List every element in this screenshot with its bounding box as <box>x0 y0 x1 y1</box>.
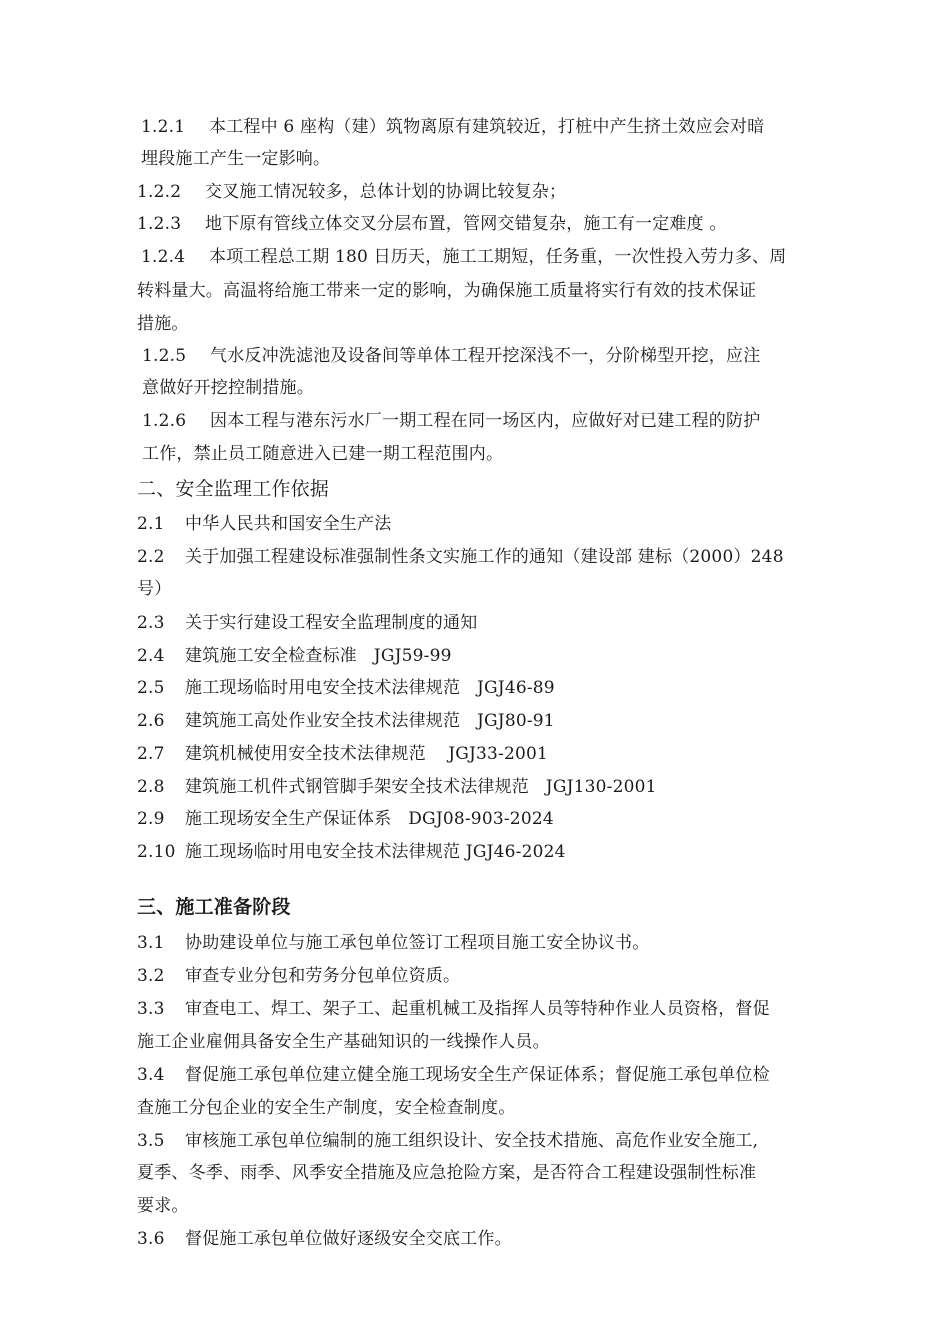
list-item-2-2-line-1: 2.2 关于加强工程建设标准强制性条文实施工作的通知（建设部 建标（2000）248 <box>137 547 784 567</box>
list-item-1-2-1-line-1: 1.2.1 本工程中 6 座构（建）筑物离原有建筑较近，打桩中产生挤土效应会对暗 <box>141 117 765 137</box>
list-item-2-1: 2.1 中华人民共和国安全生产法 <box>137 514 392 534</box>
item-number: 2.9 <box>137 809 165 829</box>
item-number: 2.6 <box>137 711 165 731</box>
item-number: 3.4 <box>137 1065 165 1085</box>
list-item-2-3: 2.3 关于实行建设工程安全监理制度的通知 <box>137 613 478 633</box>
item-number: 3.3 <box>137 999 165 1019</box>
list-item-1-2-6-line-1: 1.2.6 因本工程与港东污水厂一期工程在同一场区内，应做好对已建工程的防护 <box>142 411 761 431</box>
list-item-1-2-5-line-1: 1.2.5 气水反冲洗滤池及设备间等单体工程开挖深浅不一，分阶梯型开挖，应注 <box>142 346 761 366</box>
item-number: 2.2 <box>137 547 165 567</box>
item-number: 2.7 <box>137 744 165 764</box>
list-item-2-7: 2.7 建筑机械使用安全技术法律规范 JGJ33-2001 <box>137 744 549 764</box>
list-item-1-2-1-line-2: 埋段施工产生一定影响。 <box>141 149 331 169</box>
item-number: 1.2.6 <box>142 411 187 431</box>
item-number: 1.2.4 <box>141 247 186 267</box>
list-item-2-4: 2.4 建筑施工安全检查标准 JGJ59-99 <box>137 646 452 666</box>
section-2-heading: 二、安全监理工作依据 <box>137 478 330 500</box>
section-3-heading: 三、施工准备阶段 <box>137 896 291 918</box>
list-item-3-3-line-1: 3.3 审查电工、焊工、架子工、起重机械工及指挥人员等特种作业人员资格，督促 <box>137 999 770 1019</box>
item-number: 1.2.1 <box>141 117 186 137</box>
list-item-1-2-4-line-1: 1.2.4 本项工程总工期 180 日历天，施工工期短，任务重，一次性投入劳力多、周 <box>141 247 787 267</box>
item-number: 1.2.3 <box>137 214 182 234</box>
item-number: 3.1 <box>137 933 165 953</box>
list-item-3-6: 3.6 督促施工承包单位做好逐级安全交底工作。 <box>137 1229 512 1249</box>
list-item-1-2-3: 1.2.3 地下原有管线立体交叉分层布置，管网交错复杂，施工有一定难度 。 <box>137 214 727 234</box>
list-item-3-4-line-2: 查施工分包企业的安全生产制度，安全检查制度。 <box>137 1098 516 1118</box>
list-item-1-2-4-line-2: 转料量大。高温将给施工带来一定的影响，为确保施工质量将实行有效的技术保证 <box>137 281 757 301</box>
list-item-1-2-2: 1.2.2 交叉施工情况较多，总体计划的协调比较复杂； <box>137 182 567 202</box>
item-number: 2.4 <box>137 646 165 666</box>
item-number: 2.8 <box>137 777 165 797</box>
list-item-1-2-5-line-2: 意做好开挖控制措施。 <box>142 378 314 398</box>
item-number: 2.1 <box>137 514 165 534</box>
list-item-1-2-6-line-2: 工作，禁止员工随意进入已建一期工程范围内。 <box>142 444 504 464</box>
item-number: 1.2.2 <box>137 182 182 202</box>
list-item-3-1: 3.1 协助建设单位与施工承包单位签订工程项目施工安全协议书。 <box>137 933 650 953</box>
list-item-2-10: 2.10 施工现场临时用电安全技术法律规范 JGJ46-2024 <box>137 842 566 862</box>
item-number: 1.2.5 <box>142 346 187 366</box>
list-item-2-9: 2.9 施工现场安全生产保证体系 DGJ08-903-2024 <box>137 809 554 829</box>
list-item-2-2-line-2: 号） <box>137 579 172 599</box>
list-item-2-8: 2.8 建筑施工机件式钢管脚手架安全技术法律规范 JGJ130-2001 <box>137 777 657 797</box>
list-item-3-2: 3.2 审查专业分包和劳务分包单位资质。 <box>137 966 461 986</box>
list-item-3-5-line-2: 夏季、冬季、雨季、风季安全措施及应急抢险方案，是否符合工程建设强制性标准 <box>137 1163 757 1183</box>
list-item-3-3-line-2: 施工企业雇佣具备安全生产基础知识的一线操作人员。 <box>137 1032 550 1052</box>
item-number: 3.2 <box>137 966 165 986</box>
item-number: 2.10 <box>137 842 176 862</box>
list-item-2-5: 2.5 施工现场临时用电安全技术法律规范 JGJ46-89 <box>137 678 555 698</box>
item-number: 3.6 <box>137 1229 165 1249</box>
item-number: 2.3 <box>137 613 165 633</box>
item-number: 3.5 <box>137 1131 165 1151</box>
list-item-3-4-line-1: 3.4 督促施工承包单位建立健全施工现场安全生产保证体系；督促施工承包单位检 <box>137 1065 770 1085</box>
list-item-1-2-4-line-3: 措施。 <box>137 314 189 334</box>
item-number: 2.5 <box>137 678 165 698</box>
list-item-3-5-line-1: 3.5 审核施工承包单位编制的施工组织设计、安全技术措施、高危作业安全施工, <box>137 1131 759 1151</box>
list-item-2-6: 2.6 建筑施工高处作业安全技术法律规范 JGJ80-91 <box>137 711 555 731</box>
list-item-3-5-line-3: 要求。 <box>137 1196 189 1216</box>
